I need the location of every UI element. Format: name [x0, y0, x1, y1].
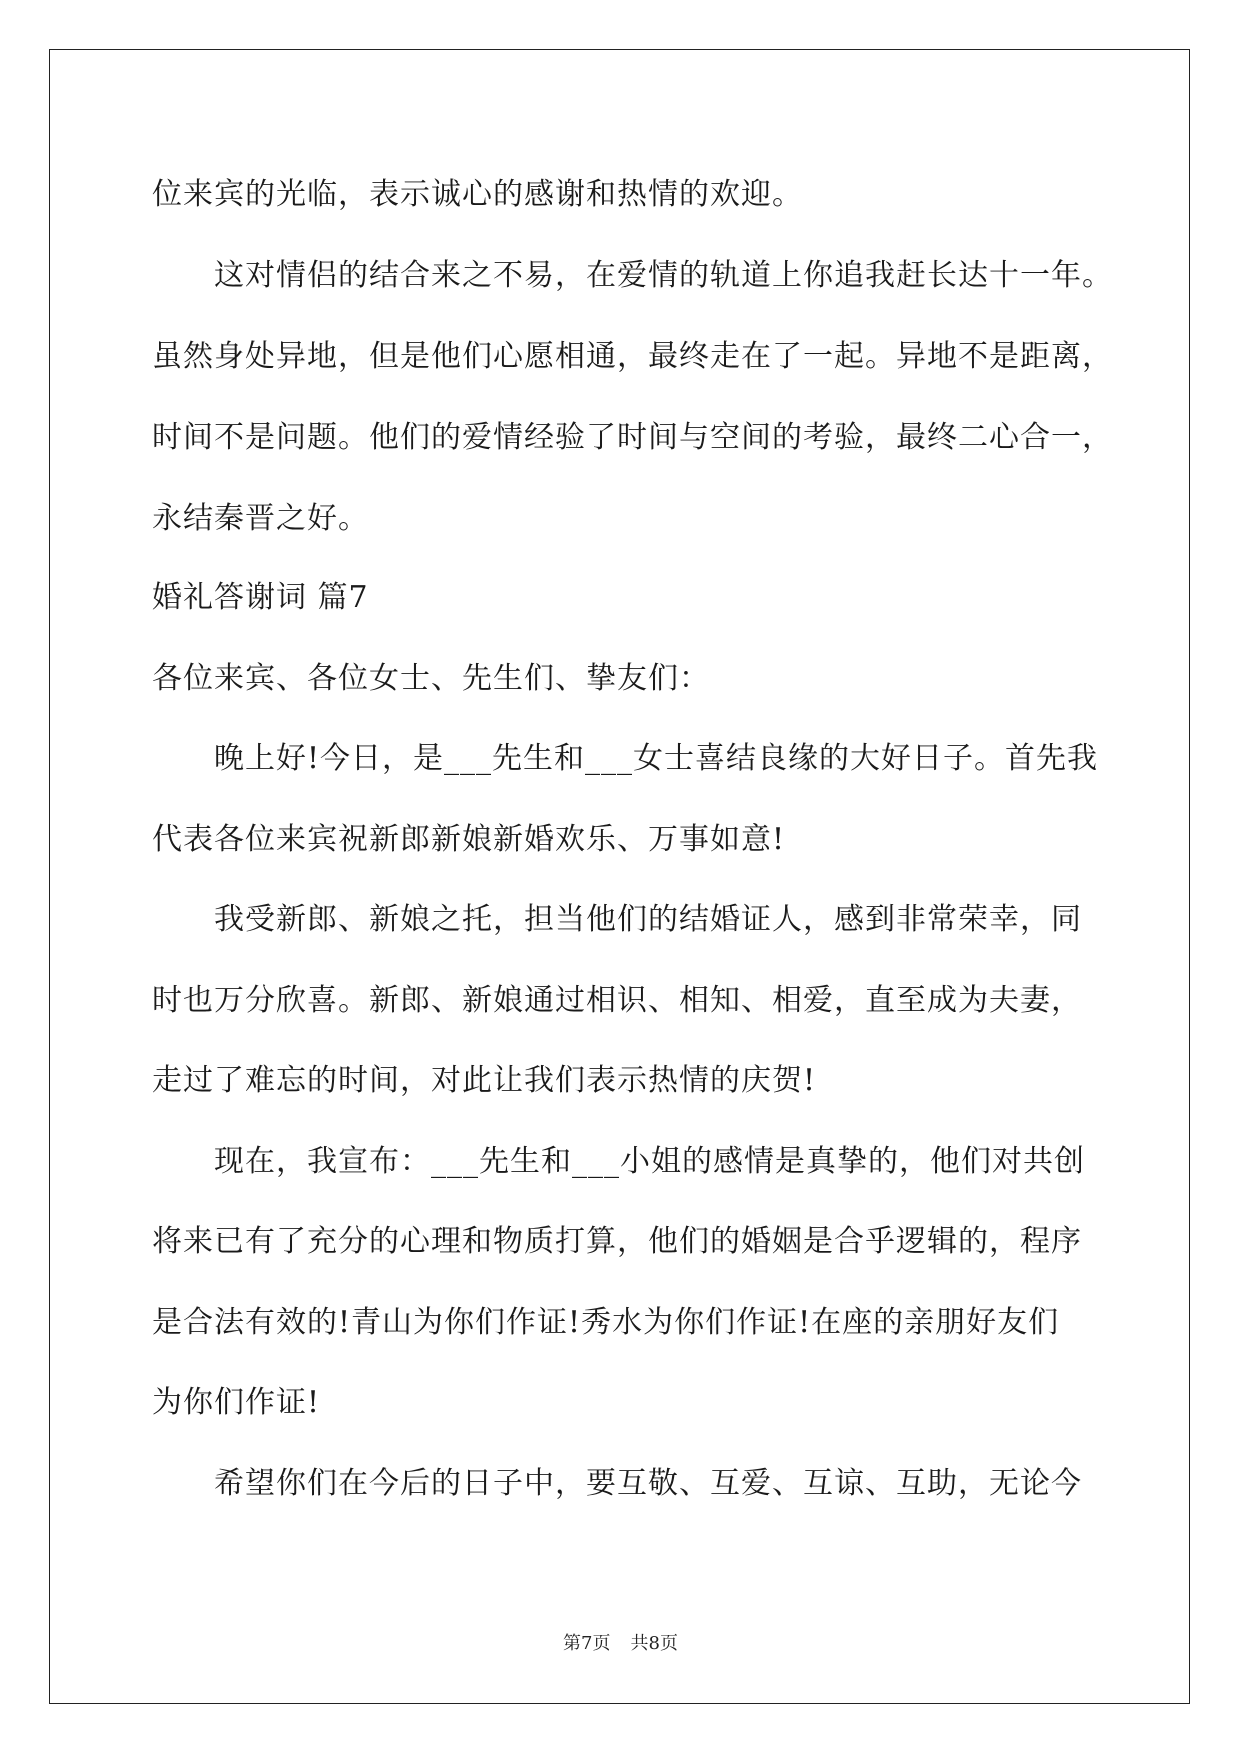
section-heading: 婚礼答谢词 篇7	[152, 580, 369, 615]
paragraph-line: 现在，我宣布：___先生和___小姐的感情是真挚的，他们对共创	[214, 1144, 1085, 1179]
paragraph-line: 是合法有效的!青山为你们作证!秀水为你们作证!在座的亲朋好友们	[152, 1305, 1060, 1340]
paragraph-line: 位来宾的光临，表示诚心的感谢和热情的欢迎。	[152, 177, 803, 212]
paragraph-line: 为你们作证!	[152, 1385, 321, 1420]
salutation-line: 各位来宾、各位女士、先生们、挚友们：	[152, 661, 710, 696]
paragraph-line: 走过了难忘的时间，对此让我们表示热情的庆贺!	[152, 1063, 817, 1098]
page-number-current: 第7页	[563, 1633, 611, 1654]
paragraph-line: 时间不是问题。他们的爱情经验了时间与空间的考验，最终二心合一，	[152, 420, 1113, 455]
page-footer	[0, 1633, 1241, 1655]
paragraph-line: 将来已有了充分的心理和物质打算，他们的婚姻是合乎逻辑的，程序	[152, 1224, 1082, 1259]
paragraph-line: 希望你们在今后的日子中，要互敬、互爱、互谅、互助，无论今	[214, 1466, 1082, 1501]
paragraph-line: 晚上好!今日，是___先生和___女士喜结良缘的大好日子。首先我	[214, 741, 1099, 776]
page-number-total: 共8页	[630, 1633, 678, 1654]
paragraph-line: 这对情侣的结合来之不易，在爱情的轨道上你追我赶长达十一年。	[214, 258, 1113, 293]
page-border	[49, 49, 1190, 1704]
paragraph-line: 永结秦晋之好。	[152, 501, 369, 536]
paragraph-line: 虽然身处异地，但是他们心愿相通，最终走在了一起。异地不是距离，	[152, 339, 1113, 374]
paragraph-line: 时也万分欣喜。新郎、新娘通过相识、相知、相爱，直至成为夫妻，	[152, 983, 1082, 1018]
paragraph-line: 代表各位来宾祝新郎新娘新婚欢乐、万事如意!	[152, 822, 786, 857]
paragraph-line: 我受新郎、新娘之托，担当他们的结婚证人，感到非常荣幸，同	[214, 902, 1082, 937]
